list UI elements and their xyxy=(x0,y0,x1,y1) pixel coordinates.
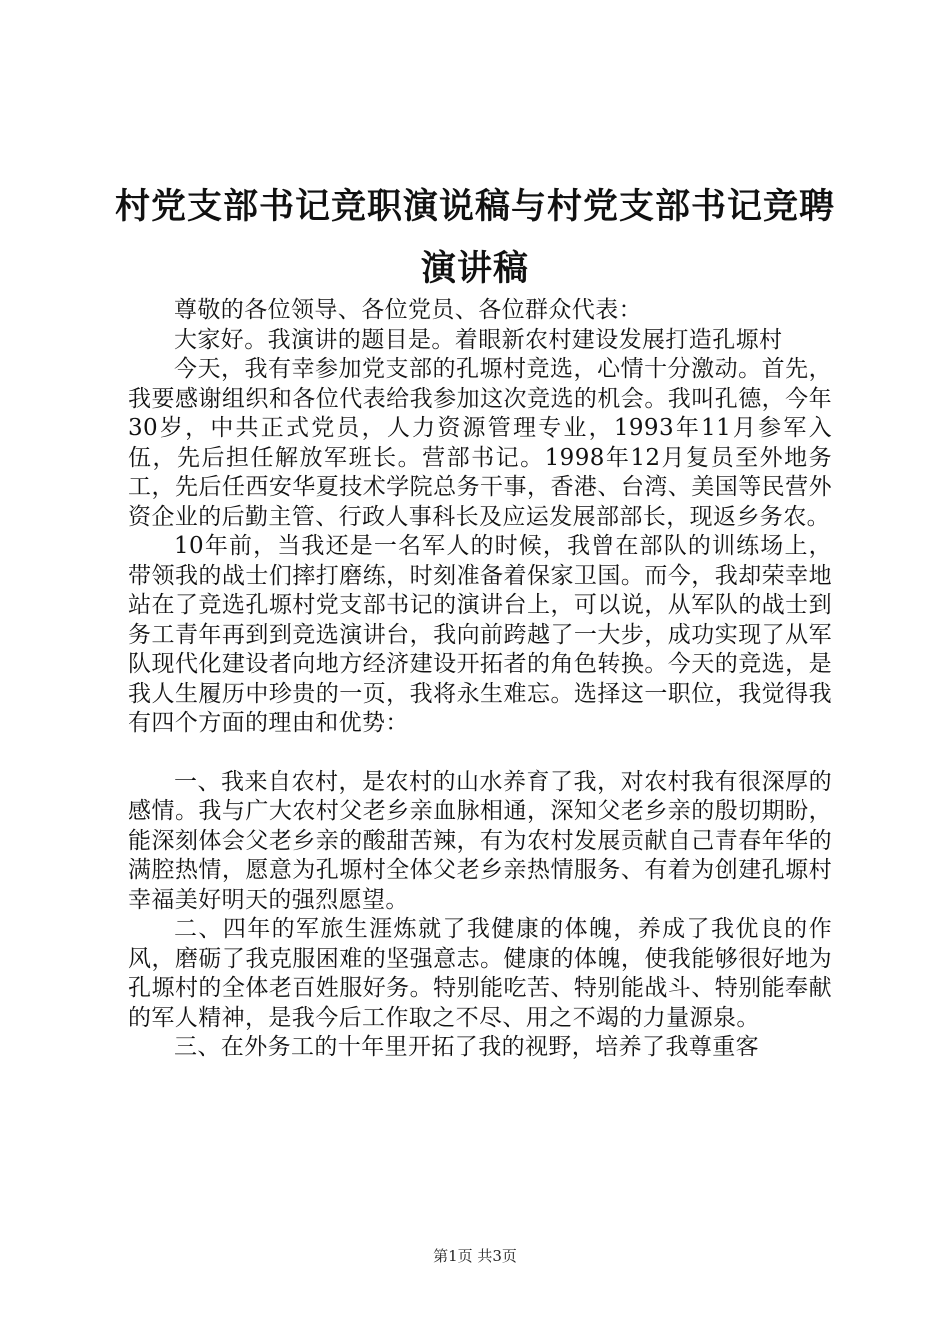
reason-two-paragraph: 二、四年的军旅生涯炼就了我健康的体魄，养成了我优良的作风，磨砺了我克服困难的坚强意志。健康的体魄，使我能够很好地为孔塬村的全体老百姓服好务。特别能吃苦、特别能战斗、特别能奉献的军人精神，是我今后工作取之不尽、用之不竭的力量源泉。 xyxy=(128,916,832,1031)
document-body xyxy=(128,296,832,1063)
reason-three-paragraph: 三、在外务工的十年里开拓了我的视野，培养了我尊重客 xyxy=(174,1034,759,1060)
background-paragraph: 10年前，当我还是一名军人的时候，我曾在部队的训练场上，带领我的战士们摔打磨练，时刻准备着保家卫国。而今，我却荣幸地站在了竞选孔塬村党支部书记的演讲台上，可以说，从军队的战士到务工青年再到到竞选演讲台，我向前跨越了一大步，成功实现了从军队现代化建设者向地方经济建设开拓者的角色转换。今天的竞选，是我人生履历中珍贵的一页，我将永生难忘。选择这一职位，我觉得我有四个方面的理由和优势： xyxy=(128,533,832,736)
page-footer: 第1页 共3页 xyxy=(433,1247,517,1265)
greeting-paragraph: 大家好。我演讲的题目是。着眼新农村建设发展打造孔塬村 xyxy=(174,326,783,353)
introduction-paragraph: 今天，我有幸参加党支部的孔塬村竞选，心情十分激动。首先，我要感谢组织和各位代表给我参加这次竞选的机会。我叫孔德，今年30岁，中共正式党员，人力资源管理专业，1993年11月参军入伍，先后担任解放军班长。营部书记。1998年12月复员至外地务工，先后任西安华夏技术学院总务干事，香港、台湾、美国等民营外资企业的后勤主管、行政人事科长及应运发展部部长，现返乡务农。 xyxy=(128,356,832,530)
reason-one-paragraph: 一、我来自农村，是农村的山水养育了我，对农村我有很深厚的感情。我与广大农村父老乡亲血脉相通，深知父老乡亲的殷切期盼，能深刻体会父老乡亲的酸甜苦辣，有为农村发展贡献自己青春年华的满腔热情，愿意为孔塬村全体父老乡亲热情服务、有着为创建孔塬村幸福美好明天的强烈愿望。 xyxy=(128,768,832,913)
salutation-paragraph: 尊敬的各位领导、各位党员、各位群众代表： xyxy=(174,297,642,323)
document-title: 村党支部书记竞职演说稿与村党支部书记竞聘演讲稿 xyxy=(114,186,835,289)
paragraph-spacer xyxy=(128,739,832,768)
